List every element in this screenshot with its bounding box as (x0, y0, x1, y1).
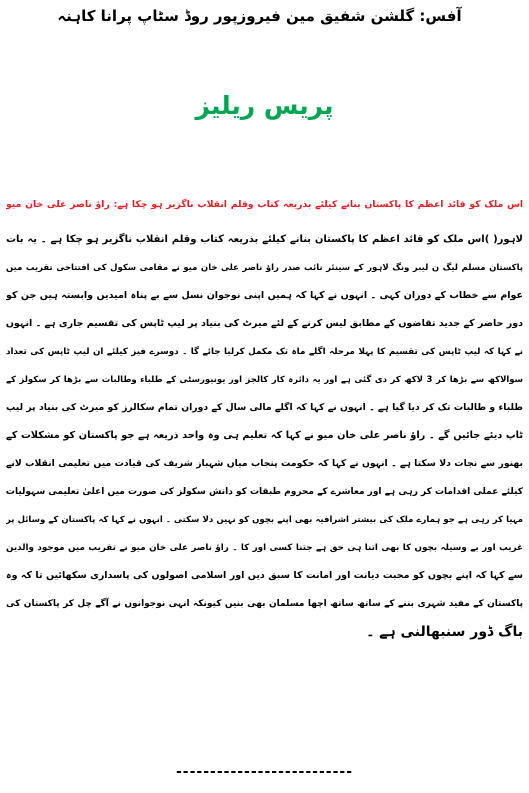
body-line: نے کہا کہ لیپ ٹاپس کی تقسیم کا پہلا مرحلہ اگلے ماہ تک مکمل کرلیا جائے گا ۔ دوسرے فیز کیلئے ان لیپ ٹاپس کی تعداد (6, 347, 523, 357)
body-line-last: باگ ڈور سنبھالنی ہے ۔ (366, 624, 523, 640)
body-line: دور حاضر کے جدید تقاضوں کے مطابق لیس کرنے کے لئے میرٹ کی بنیاد پر لیپ ٹاپس کی تقسیم جاری ہے ۔ انہوں (6, 318, 523, 329)
body-line: لاہور( )اس ملک کو قائد اعظم کا پاکستان بنانے کیلئے بذریعہ کتاب وقلم انقلاب ناگزیر ہو چکا ہے ۔ یہ بات (6, 234, 523, 245)
body-line: بھنور سے نجات دلا سکتا ہے ۔ انہوں نے کہا کہ حکومت پنجاب میاں شہباز شریف کی قیادت میں تعلیمی انقلاب لانے (6, 458, 523, 469)
body-line: طلباء و طالبات تک کر دیا گیا ہے ۔ انہوں نے کہا کہ اگلے مالی سال کے دوران تمام سکالرز کو میرٹ کی بنیاد پر لیپ (6, 402, 523, 413)
body-line: کیلئے عملی اقدامات کر رہی ہے اور معاشرے کے محروم طبقات کو دانش سکولز کی صورت میں اعلیٰ تعلیمی سہولیات (6, 487, 523, 497)
page-title: پریس ریلیز (195, 91, 334, 120)
body-line: سوالاکھ سے بڑھا کر 3 لاکھ کر دی گئی ہے اور یہ دائرہ کار کالجز اور یونیورسٹی کے طلباء وطالبات سے بڑھا کر سکولز کے (6, 375, 523, 385)
body-line: غریب اور بے وسیلہ بچوں کا بھی اتنا ہی حق ہے جتنا کسی اور کا ۔ راؤ ناصر علی خان میو نے تقریب میں موجود والدین (6, 543, 523, 553)
press-release-body (6, 226, 523, 646)
body-line: سے کہا کہ اپنے بچوں کو محبت دیانت اور امانت کا سبق دیں اور اسلامی اصولوں کی پاسداری سکھائیں تا کہ وہ (6, 570, 523, 581)
body-line: مہیا کر رہی ہے جو ہمارے ملک کی بیشتر اشرافیہ بھی اپنے بچوں کو نہیں دلا سکتی ۔ انہوں نے کہا کہ پاکستان کے وسائل پر (6, 515, 523, 525)
headline: اس ملک کو قائد اعظم کا پاکستان بنانے کیلئے بذریعہ کتاب وقلم انقلاب ناگزیر ہو چکا ہے: راؤ ناصر علی خان میو (6, 199, 523, 210)
body-line: پاکستان مسلم لیگ ن لیبر ونگ لاہور کے سینئر نائب صدر راؤ ناصر علی خان میو نے مقامی سکول کی افتتاحی تقریب میں (6, 263, 523, 273)
office-address: آفس: گلشن شفیق مین فیروزپور روڈ سٹاپ پرانا کاہنہ (57, 7, 462, 25)
body-line: عوام سے خطاب کے دوران کہی ۔ انہوں نے کہا کہ ہمیں اپنی نوجوان نسل سے بے پناہ امیدیں وابستہ ہیں جن کو (6, 290, 523, 301)
body-line: پاکستان کے مفید شہری بننے کے ساتھ ساتھ اچھا مسلمان بھی بنیں کیونکہ انہی نوجوانوں نے آگے چل کر پاکستان کی (6, 599, 523, 609)
body-line: ٹاپ دیئے جائیں گے ۔ راؤ ناصر علی خان میو نے کہا کہ تعلیم ہی وہ واحد ذریعہ ہے جو پاکستان کو مشکلات کے (6, 430, 523, 441)
end-divider: -------------------------- (175, 764, 354, 780)
